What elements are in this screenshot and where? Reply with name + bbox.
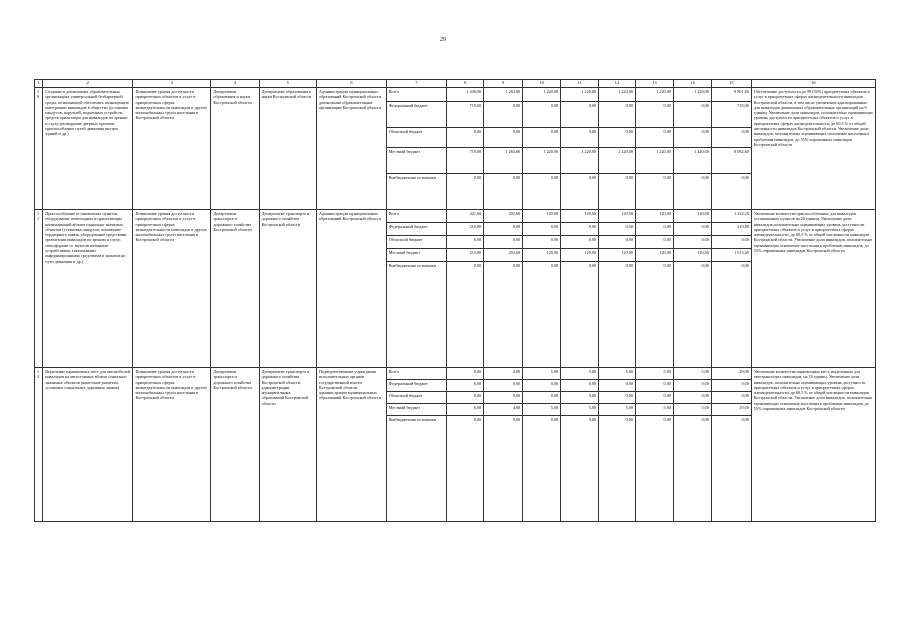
year-amount: 0,00 [523,380,561,392]
column-header: 12 [599,80,636,88]
year-amount: 0,00 [635,236,673,249]
funding-source: Всего [386,88,447,102]
year-amount: 0,00 [561,262,599,368]
column-header: 5 [259,80,316,88]
column-header: 8 [447,80,484,88]
year-amount: 0,00 [561,128,599,148]
year-amount: 0,00 [484,128,523,148]
state-customer: Департамент транспорта и дорожного хозяйства Костромской области, администрации муниципальных образований Костромской области [259,368,316,522]
year-amount: 1 220,00 [635,148,673,174]
year-amount: 0,00 [673,392,711,404]
year-amount: 0,00 [561,392,599,404]
year-amount: 120,00 [561,249,599,262]
year-amount: 0,00 [484,236,523,249]
year-amount: 0,00 [599,128,636,148]
year-amount: 210,80 [447,249,484,262]
year-amount: 120,00 [599,210,636,223]
year-amount: 0,00 [635,174,673,210]
year-amount: 1 220,00 [523,148,561,174]
responsible-executor: Департамент транспорта и дорожного хозяйства Костромской области [211,210,259,368]
year-amount: 0,00 [447,392,484,404]
column-header: 11 [561,80,599,88]
total-amount: 1 013,40 [711,249,751,262]
expected-result: Увеличение количества парковочных мест, выделенных для автотранспорта инвалидов, на 18 единиц. Увеличение доли инвалидов, положительно оценивающих уровень доступности приоритетных объектов и услуг в приоритетных сферах жизнедеятельности, до 60,5 % от общей численности инвалидов Костромской области. Увеличение доли инвалидов, положительно оценивающих отношение населения к проблемам инвалидов, до 55% опрошенных инвалидов Костромской области [751,368,875,522]
year-amount: 120,00 [523,210,561,223]
year-amount: 5,00 [561,368,599,380]
funding-source: Местный бюджет [386,404,447,416]
total-amount: 8 801,60 [711,88,751,102]
year-amount: 120,00 [561,210,599,223]
activity-participants: Администрации муниципальных образований Костромской области, дошкольные образовательные организации Костромской области [317,88,387,210]
funding-source: Внебюджетные источники [386,174,447,210]
page-number: 29 [440,37,446,43]
year-amount: 0,00 [523,392,561,404]
column-header: 10 [523,80,561,88]
responsible-executor: Департамент транспорта и дорожного хозяйства Костромской области [211,368,259,522]
column-header: 3 [133,80,211,88]
column-header: 13 [635,80,673,88]
year-amount: 0,00 [447,262,484,368]
total-amount: 8 082,60 [711,148,751,174]
year-amount: 1 263,60 [484,148,523,174]
expected-result: Обеспечение доступности до 99 (50%) приоритетных объектов и услуг в приоритетных сферах жизнедеятельности инвалидов Костромской области, в том числе увеличение адаптированных для инвалидов дошкольных образовательных организаций на 9 единиц. Увеличение доли инвалидов, положительно оценивающих уровень доступности приоритетных объектов и услуг в приоритетных сферах жизнедеятельности, до 60,5 % от общей численности инвалидов Костромской области. Увеличение доли инвалидов, положительно оценивающих отношение населения к проблемам инвалидов, до 55% опрошенных инвалидов Костромской области [751,88,875,210]
year-amount: 0,00 [561,236,599,249]
total-amount: 0,00 [711,380,751,392]
total-amount: 29,00 [711,368,751,380]
total-amount: 0,00 [711,392,751,404]
activity-goal: Повышение уровня доступности приоритетных объектов и услуг в приоритетных сферах жизнедеятельности инвалидов и других маломобильных групп населения в Костромской области [133,210,211,368]
year-amount: 120,00 [635,249,673,262]
year-amount: 0,00 [673,102,711,128]
year-amount: 202,60 [484,210,523,223]
funding-source: Областной бюджет [386,392,447,404]
year-amount: 1 220,00 [673,88,711,102]
funding-source: Местный бюджет [386,249,447,262]
year-amount: 5,00 [673,368,711,380]
year-amount: 0,00 [673,236,711,249]
year-amount: 0,00 [484,392,523,404]
year-amount: 0,00 [599,223,636,236]
year-amount: 0,00 [447,380,484,392]
year-amount: 0,00 [561,174,599,210]
table-row [35,368,876,380]
responsible-executor: Департамент образования и науки Костромской области [211,88,259,210]
total-amount: 29,00 [711,404,751,416]
year-amount: 0,00 [523,223,561,236]
year-amount: 5,00 [635,368,673,380]
year-amount: 1 220,00 [523,88,561,102]
column-header: 9 [484,80,523,88]
state-customer: Департамент транспорта и дорожного хозяйства Костромской области [259,210,316,368]
total-amount: 210,80 [711,223,751,236]
year-amount: 0,00 [599,102,636,128]
funding-source: Внебюджетные источники [386,416,447,522]
total-amount: 0,00 [711,174,751,210]
year-amount: 0,00 [523,102,561,128]
year-amount: 0,00 [523,416,561,522]
total-amount: 0,00 [711,128,751,148]
year-amount: 0,00 [523,236,561,249]
year-amount: 5,00 [523,368,561,380]
year-amount: 0,00 [561,416,599,522]
total-amount: 0,00 [711,262,751,368]
expected-result: Увеличение количества приспособленных для инвалидов остановочных пунктов на 20 единиц. Увеличение доли инвалидов,положительно оценивающих уровень доступности приоритетных объектов и услуг в приоритетных сферах жизнедеятельности, до 60,5 % от общей численности инвалидов Костромской области. Увеличение доли инвалидов, положительно оценивающих отношение населения к проблемам инвалидов, до 55% опрошенных инвалидов Костромской области [751,210,875,368]
total-amount: 719,00 [711,102,751,128]
year-amount: 0,00 [447,236,484,249]
year-amount: 0,00 [673,416,711,522]
activity-name: Создание в дошкольных образовательных организациях универсальной безбарьерной среды, позволяющей обеспечить полноценную интеграцию инвалидов в общество (установка пандусов, поручней, подъемных устройств, средств ориентации для инвалидов по зрению и слуху, расширение дверных проемов, приспособление путей движения внутри зданий и др.) [43,88,133,210]
table-row [35,210,876,223]
year-amount: 0,00 [523,128,561,148]
year-amount: 0,00 [635,262,673,368]
year-amount: 1 220,00 [561,88,599,102]
column-header: 7 [386,80,447,88]
year-amount: 0,00 [561,223,599,236]
year-amount: 0,00 [599,392,636,404]
year-amount: 1 220,00 [561,148,599,174]
activity-name: Выделение парковочных мест для автомобилей инвалидов на автостоянках вблизи социально значимых объектов (нанесение разметки, установка социальных дорожных знаков) [43,368,133,522]
year-amount: 5,00 [599,368,636,380]
year-amount: 0,00 [635,392,673,404]
activity-participants: Администрации муниципальных образований Костромской области [317,210,387,368]
year-amount: 0,00 [561,380,599,392]
year-amount: 0,00 [635,223,673,236]
total-amount: 0,00 [711,236,751,249]
funding-source: Местный бюджет [386,148,447,174]
year-amount: 0,00 [599,262,636,368]
year-amount: 719,00 [447,148,484,174]
year-amount: 5,00 [523,404,561,416]
funding-source: Федеральный бюджет [386,102,447,128]
section-number: 12 [35,368,43,522]
year-amount: 0,00 [447,174,484,210]
column-header: 15 [711,80,751,88]
year-amount: 0,00 [599,416,636,522]
year-amount: 5,00 [673,404,711,416]
year-amount: 4,00 [484,368,523,380]
section-number: 11 [35,210,43,368]
year-amount: 0,00 [635,416,673,522]
year-amount: 1 263,60 [484,88,523,102]
year-amount: 0,00 [447,416,484,522]
program-activities-table [34,79,876,522]
column-header: 6 [317,80,387,88]
year-amount: 120,00 [673,210,711,223]
table-body [35,88,876,522]
column-header: 16 [751,80,875,88]
year-amount: 202,60 [484,249,523,262]
year-amount: 0,00 [673,128,711,148]
funding-source: Внебюджетные источники [386,262,447,368]
funding-source: Всего [386,210,447,223]
year-amount: 0,00 [673,223,711,236]
section-number: 10 [35,88,43,210]
activity-goal: Повышение уровня доступности приоритетных объектов и услуг в приоритетных сферах жизнедеятельности инвалидов и других маломобильных групп населения в Костромской области [133,88,211,210]
year-amount: 0,00 [599,236,636,249]
column-number-row [35,80,876,88]
year-amount: 5,00 [561,404,599,416]
year-amount: 120,00 [635,210,673,223]
funding-source: Федеральный бюджет [386,380,447,392]
year-amount: 0,00 [673,174,711,210]
year-amount: 0,00 [484,102,523,128]
funding-source: Областной бюджет [386,128,447,148]
total-amount: 1 224,20 [711,210,751,223]
column-header: 1 [35,80,43,88]
year-amount: 0,00 [561,102,599,128]
year-amount: 0,00 [673,380,711,392]
year-amount: 1 220,00 [599,88,636,102]
year-amount: 0,00 [673,262,711,368]
year-amount: 0,00 [447,368,484,380]
year-amount: 120,00 [523,249,561,262]
year-amount: 0,00 [484,262,523,368]
year-amount: 0,00 [635,380,673,392]
year-amount: 120,00 [673,249,711,262]
column-header: 2 [43,80,133,88]
funding-source: Федеральный бюджет [386,223,447,236]
year-amount: 0,00 [599,174,636,210]
year-amount: 120,00 [599,249,636,262]
year-amount: 5,00 [635,404,673,416]
year-amount: 0,00 [523,174,561,210]
activity-participants: Подведомственные учреждения исполнительных органов государственной власти Костромской области, администрации муниципальных образований Костромской области [317,368,387,522]
activity-goal: Повышение уровня доступности приоритетных объектов и услуг в приоритетных сферах жизнедеятельности инвалидов и других маломобильных групп населения в Костромской области [133,368,211,522]
year-amount: 5,00 [599,404,636,416]
column-header: 14 [673,80,711,88]
year-amount: 1 436,00 [447,88,484,102]
column-header: 4 [211,80,259,88]
year-amount: 1 220,00 [599,148,636,174]
year-amount: 0,00 [635,102,673,128]
year-amount: 0,00 [484,380,523,392]
year-amount: 0,00 [523,262,561,368]
year-amount: 0,00 [447,404,484,416]
year-amount: 0,00 [635,128,673,148]
year-amount: 210,80 [447,223,484,236]
year-amount: 0,00 [484,223,523,236]
year-amount: 0,00 [484,416,523,522]
funding-source: Областной бюджет [386,236,447,249]
total-amount: 0,00 [711,416,751,522]
year-amount: 4,00 [484,404,523,416]
table-row [35,88,876,102]
year-amount: 0,00 [599,380,636,392]
funding-source: Всего [386,368,447,380]
year-amount: 0,00 [484,174,523,210]
year-amount: 421,60 [447,210,484,223]
year-amount: 1 220,00 [673,148,711,174]
year-amount: 1 220,00 [635,88,673,102]
year-amount: 0,00 [447,128,484,148]
activity-name: Приспособление остановочных пунктов, оборудование пешеходных и прилегающих коммуникаций вблизи социально значимых объектов (установка пандусов, понижение бордюрного камня, оборудование средствами ориентации инвалидов по зрению и слуху: светофорами со звукосигнальными устройствами, тактильными информационными средствами и знаками на пути движения и др.) [43,210,133,368]
year-amount: 719,00 [447,102,484,128]
state-customer: Департамент образования и науки Костромской области [259,88,316,210]
